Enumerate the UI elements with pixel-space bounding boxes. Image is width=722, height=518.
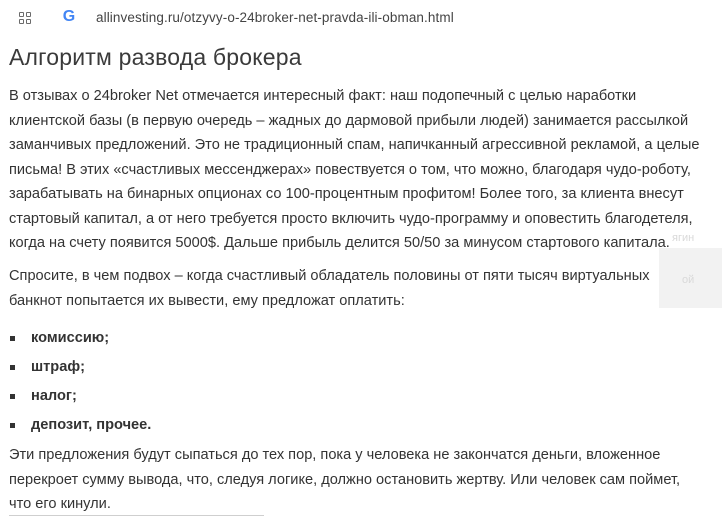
paragraph-line: В отзывах о 24broker Net отмечается интересный факт: наш подопечный с целью наработки [9, 88, 637, 104]
paragraph-line: заманчивых предложений. Это не традиционный спам, напичканный агрессивной рекламой, а целые [9, 137, 700, 153]
paragraph-line: что его кинули. [9, 496, 111, 512]
list-item-text: налог; [31, 388, 77, 404]
article-paragraph-3 [9, 443, 680, 517]
paragraph-line: Спросите, в чем подвох – когда счастливый обладатель половины от пяти тысяч виртуальных [9, 268, 650, 284]
article-paragraph-2 [9, 264, 650, 313]
list-item-text: комиссию; [31, 330, 110, 346]
google-icon: G [62, 8, 76, 25]
bullet-square-icon [10, 394, 15, 399]
paragraph-line: банкнот попытается их вывести, ему предложат оплатить: [9, 292, 405, 309]
payment-list [9, 324, 151, 440]
list-item [9, 324, 151, 353]
list-item [9, 353, 151, 382]
article-heading: Алгоритм развода брокера [9, 44, 302, 70]
bullet-square-icon [10, 423, 15, 428]
list-item [9, 382, 151, 411]
paragraph-line: Эти предложения будут сыпаться до тех пор, пока у человека не закончатся деньги, вложенное [9, 447, 661, 463]
paragraph-line: зарабатывать на бинарных опционах со 100-процентным профитом! Более того, за клиента внесут [9, 186, 684, 202]
bottom-divider [9, 515, 264, 516]
list-item [9, 411, 151, 440]
tabs-grid-icon[interactable] [19, 12, 31, 24]
url-text[interactable]: allinvesting.ru/otzyvy-o-24broker-net-pravda-ili-obman.html [96, 10, 454, 25]
paragraph-line: письма! В этих «счастливых мессенджерах» повествуется о том, что можно, благодаря чудо-роботу, [9, 161, 691, 178]
overlay-ghost-text: ой [682, 274, 695, 286]
bullet-square-icon [10, 336, 15, 341]
paragraph-line: когда на счету появится 5000$. Дальше прибыль делится 50/50 за минусом стартового капитала. [9, 235, 670, 251]
overlay-ghost-text: ягин [672, 232, 695, 244]
paragraph-line: перекроет сумму вывода, что, следуя логике, должно остановить жертву. Или человек сам поймет, [9, 471, 681, 488]
paragraph-line: стартовый капитал, а от него требуется просто включить чудо-программу и оповестить благодетеля, [9, 210, 693, 227]
list-item-text: штраф; [31, 359, 85, 375]
bullet-square-icon [10, 365, 15, 370]
paragraph-line: клиентской базы (в первую очередь – жадных до дармовой прибыли людей) занимается рассылкой [9, 112, 689, 129]
address-bar[interactable] [0, 0, 722, 36]
list-item-text: депозит, прочее. [31, 417, 152, 433]
article-paragraph-1 [9, 84, 700, 256]
